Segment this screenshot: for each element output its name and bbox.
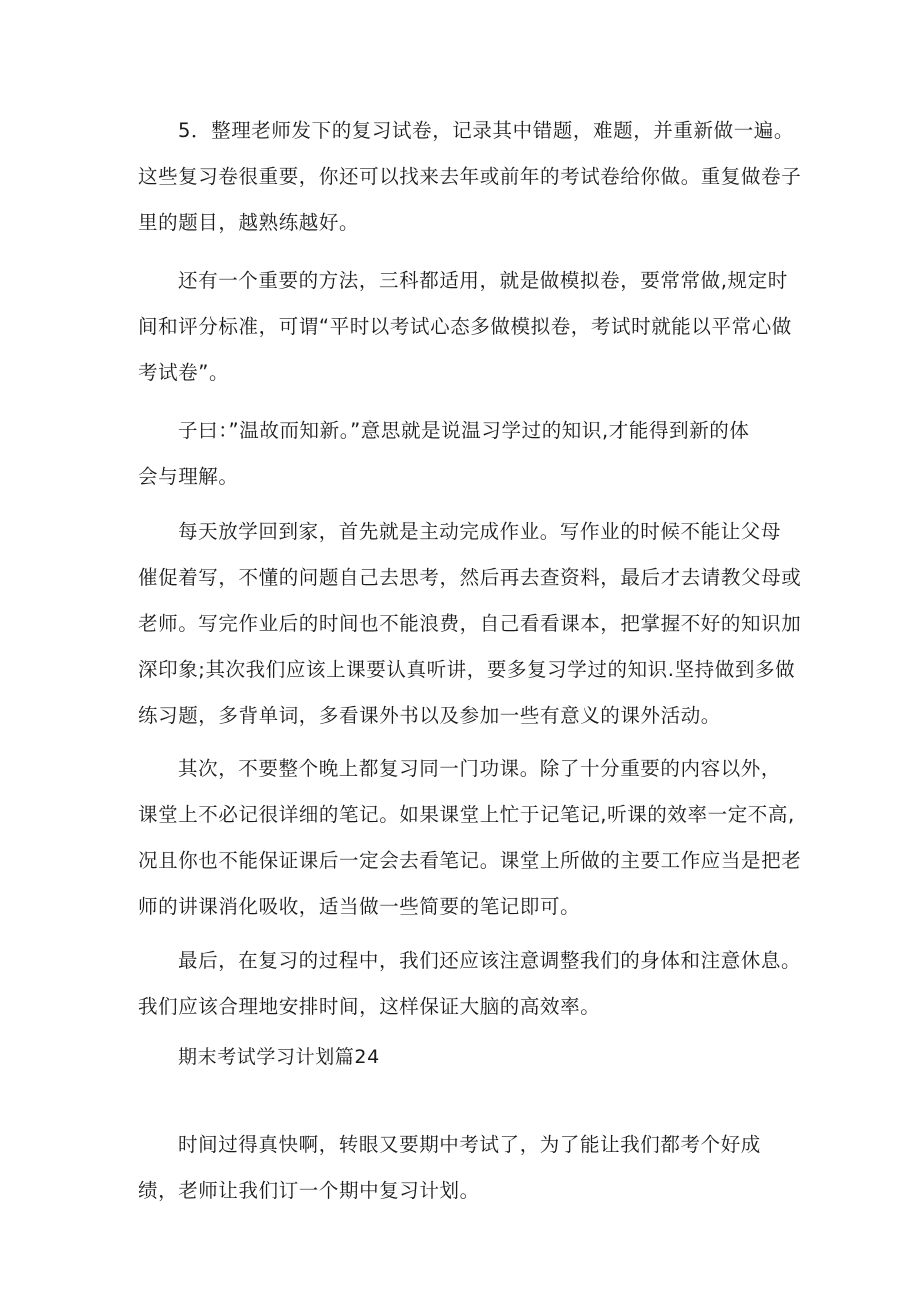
text-line: 催促着写，不懂的问题自己去思考，然后再去查资料，最后才去请教父母或 (138, 566, 802, 589)
text-line: 子曰：”温故而知新。”意思就是说温习学过的知识,才能得到新的体 (178, 419, 750, 442)
paragraph-note-taking (138, 746, 802, 930)
text-line: 间和评分标准，可谓“平时以考试心态多做模拟卷，考试时就能以平常心做 (138, 315, 792, 338)
text-line: 里的题目，越熟练越好。 (138, 211, 360, 234)
text-line: 老师。写完作业后的时间也不能浪费，自己看看课本，把掌握不好的知识加 (138, 612, 802, 635)
paragraph-homework-routine (138, 509, 802, 739)
text-line: 况且你也不能保证课后一定会去看笔记。课堂上所做的主要工作应当是把老 (138, 849, 802, 872)
text-line: 考试卷”。 (138, 361, 230, 384)
text-line: 时间过得真快啊，转眼又要期中考试了，为了能让我们都考个好成 (178, 1133, 761, 1156)
paragraph-mock-exams (138, 258, 798, 396)
text-line: 绩，老师让我们订一个期中复习计划。 (138, 1179, 480, 1202)
text-line: 这些复习卷很重要，你还可以找来去年或前年的考试卷给你做。重复做卷子 (138, 165, 802, 188)
paragraph-confucius-quote (138, 408, 798, 500)
paragraph-review-papers (138, 108, 802, 246)
text-line: 我们应该合理地安排时间，这样保证大脑的高效率。 (138, 995, 601, 1018)
paragraph-rest-health (138, 938, 802, 1030)
paragraph-midterm-plan (138, 1122, 798, 1214)
text-line: 5．整理老师发下的复习试卷，记录其中错题，难题，并重新做一遍。 (178, 119, 795, 142)
text-line: 其次，不要整个晚上都复习同一门功课。除了十分重要的内容以外， (178, 757, 782, 780)
text-line: 深印象;其次我们应该上课要认真听讲，要多复习学过的知识.坚持做到多做 (138, 658, 796, 681)
text-line: 课堂上不必记很详细的笔记。如果课堂上忙于记笔记,听课的效率一定不高, (138, 803, 795, 826)
text-line: 每天放学回到家，首先就是主动完成作业。写作业的时候不能让父母 (178, 520, 782, 543)
text-line: 师的讲课消化吸收，适当做一些简要的笔记即可。 (138, 895, 581, 918)
text-line: 还有一个重要的方法，三科都适用，就是做模拟卷，要常常做,规定时 (178, 269, 788, 292)
text-line: 最后，在复习的过程中，我们还应该注意调整我们的身体和注意休息。 (178, 949, 802, 972)
section-heading: 期末考试学习计划篇24 (178, 1046, 380, 1068)
text-line: 练习题，多背单词，多看课外书以及参加一些有意义的课外活动。 (138, 704, 721, 727)
text-line: 会与理解。 (138, 465, 239, 488)
